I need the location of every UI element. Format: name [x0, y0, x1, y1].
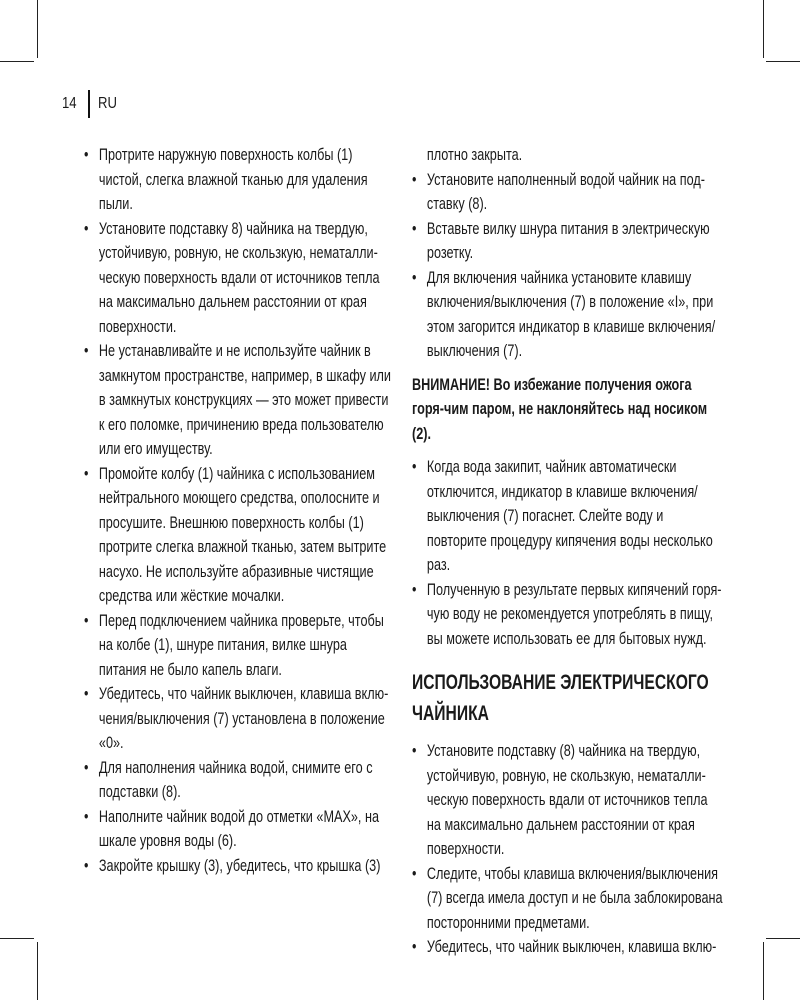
right-column: [412, 143, 725, 960]
list-item: • Закройте крышку (3), убедитесь, что крышка (3): [84, 855, 381, 875]
list-item: • Для включения чайника установите клавишу включения/выключения (7) в положение «I», при этом загорится индикатор в клавише включения/ выключения (7).: [412, 267, 716, 360]
crop-mark-top-right: [763, 0, 764, 58]
instruction-list-continued: [412, 143, 725, 364]
usage-instruction-list: [412, 739, 725, 960]
instruction-list: [84, 143, 397, 878]
list-item: • Протрите наружную поверхность колбы (1) чистой, слегка влажной тканью для удаления пыли.: [84, 145, 368, 213]
list-item: • Вставьте вилку шнура питания в электрическую розетку.: [412, 218, 710, 262]
list-item: • Наполните чайник водой до отметки «MAX», на шкале уровня воды (6).: [84, 806, 380, 850]
header-divider: [88, 90, 90, 118]
crop-mark-bottom-right: [763, 942, 764, 1000]
list-item: • Установите подставку 8) чайника на твердую, устойчивую, ровную, не скользкую, нематалли-ческую поверхность вдали от источников тепла на максимально дальнем расстоянии от края поверхности.: [84, 218, 380, 336]
crop-mark-bottom-left: [37, 942, 38, 1000]
crop-mark-bottom-right-h: [766, 938, 800, 939]
list-item: • Для наполнения чайника водой, снимите его с подставки (8).: [84, 757, 373, 801]
list-item: • Полученную в результате первых кипячений горя-чую воду не рекомендуется употреблять в пищу, вы можете использовать ее для бытовых нужд.: [412, 579, 722, 648]
crop-mark-top-right-h: [766, 61, 800, 62]
list-item: • Когда вода закипит, чайник автоматически отключится, индикатор в клавише включения/ выключения (7) погаснет. Слейте воду и повторите процедуру кипячения воды несколько раз.: [412, 457, 713, 574]
list-item: • Следите, чтобы клавиша включения/выключения (7) всегда имела доступ и не была заблокирована посторонними предметами.: [412, 863, 723, 932]
page-header: [62, 90, 121, 118]
list-item: • Установите подставку (8) чайника на твердую, устойчивую, ровную, не скользкую, нематалли-ческую поверхность вдали от источников тепла на максимально дальнем расстоянии от края поверхности.: [412, 741, 708, 858]
crop-mark-top-left: [37, 0, 38, 58]
list-item: • Убедитесь, что чайник выключен, клавиша вклю-: [412, 937, 717, 956]
list-item: • Убедитесь, что чайник выключен, клавиша вклю-чения/выключения (7) установлена в положение «0».: [84, 684, 389, 752]
list-item: • Не устанавливайте и не используйте чайник в замкнутом пространстве, например, в шкафу или в замкнутых конструкциях — это может привести к его поломке, причинению вреда пользователю или его имуществу.: [84, 341, 392, 458]
left-column: [84, 143, 397, 878]
warning-note: ВНИМАНИЕ! Во избежание получения ожога горя-чим паром, не наклоняйтесь над носиком (2).: [412, 374, 708, 443]
section-heading: ИСПОЛЬЗОВАНИЕ ЭЛЕКТРИЧЕСКОГО ЧАЙНИКА: [412, 671, 709, 725]
page-number: 14: [62, 95, 77, 112]
list-item: • Установите наполненный водой чайник на под-ставку (8).: [412, 169, 705, 213]
instruction-list-after-warning: [412, 455, 725, 651]
crop-mark-top-left-h: [0, 61, 34, 62]
list-item-continuation: плотно закрыта.: [426, 145, 523, 164]
list-item: • Перед подключением чайника проверьте, чтобы на колбе (1), шнуре питания, вилке шнура питания не было капель влаги.: [84, 610, 384, 679]
crop-mark-bottom-left-h: [0, 938, 34, 939]
language-code: RU: [98, 95, 117, 112]
list-item: • Промойте колбу (1) чайника с использованием нейтрального моющего средства, ополосните и просушите. Внешнюю поверхность колбы (1) протрите слегка влажной тканью, затем вытрите насухо. Не используйте абразивные чистящие средства или жёсткие мочалки.: [84, 463, 387, 605]
